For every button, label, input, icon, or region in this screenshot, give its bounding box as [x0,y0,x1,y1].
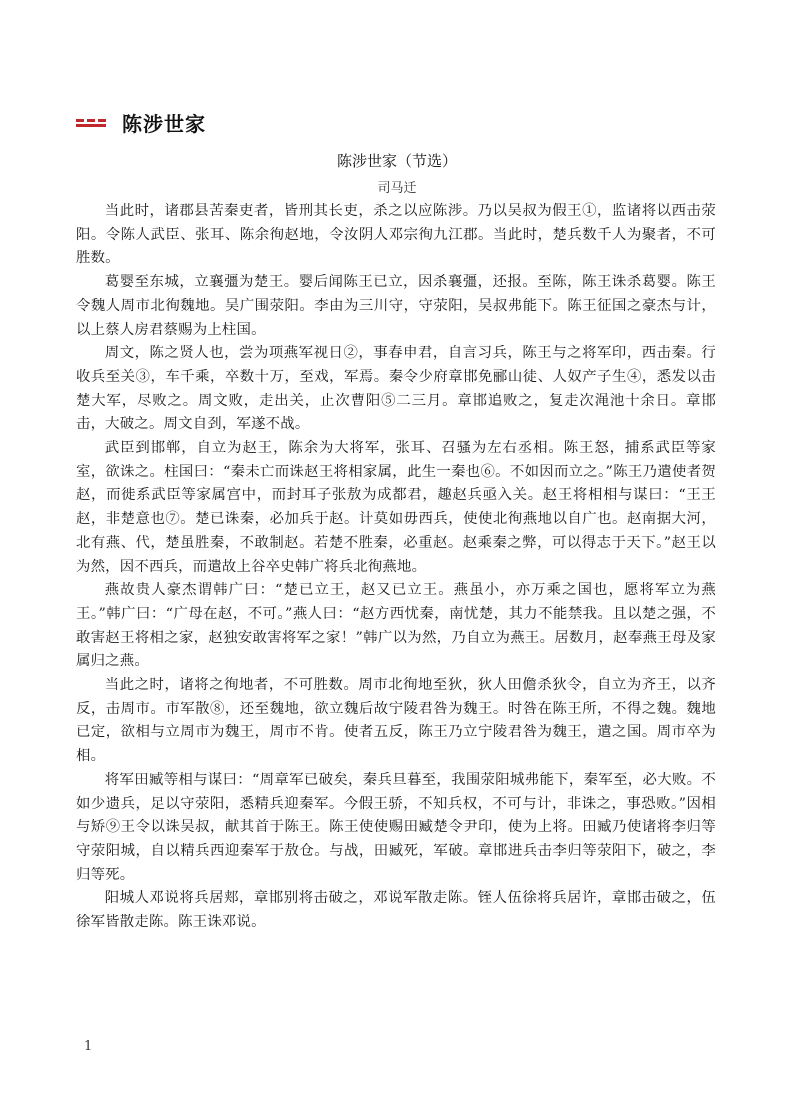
work-title: 陈涉世家（节选） [336,152,457,170]
paragraph: 阳城人邓说将兵居郏，章邯别将击破之，邓说军散走陈。铚人伍徐将兵居许，章邯击破之，伍徐军皆散走陈。陈王诛邓说。 [76,890,716,931]
article-body [76,200,716,935]
paragraph: 周文，陈之贤人也，尝为项燕军视日②，事春申君，自言习兵，陈王与之将军印，西击秦。行收兵至关③，车千乘，卒数十万，至戏，军焉。秦令少府章邯免郦山徒、人奴产子生④，悉发以击楚大军，尽败之。周文败，走出关，止次曹阳⑤二三月。章邯追败之，复走次渑池十余日。章邯击，大破之。周文自刭，军遂不战。 [76,345,716,433]
section-header [76,108,206,137]
paragraph: 燕故贵人豪杰谓韩广曰：“楚已立王，赵又已立王。燕虽小，亦万乘之国也，愿将军立为燕王。”韩广曰：“广母在赵，不可。”燕人曰：“赵方西忧秦，南忧楚，其力不能禁我。且以楚之强，不敢害赵王将相之家，赵独安敢害将军之家！”韩广以为然，乃自立为燕王。居数月，赵奉燕王母及家属归之燕。 [76,582,716,670]
paragraph: 当此之时，诸将之徇地者，不可胜数。周市北徇地至狄，狄人田儋杀狄令，自立为齐王，以齐反，击周市。市军散⑧，还至魏地，欲立魏后故宁陵君咎为魏王。时咎在陈王所，不得之魏。魏地已定，欲相与立周市为魏王，周市不肯。使者五反，陈王乃立宁陵君咎为魏王，遣之国。周市卒为相。 [76,677,716,765]
paragraph: 葛婴至东城，立襄彊为楚王。婴后闻陈王已立，因杀襄彊，还报。至陈，陈王诛杀葛婴。陈王令魏人周市北徇魏地。吴广围荥阳。李由为三川守，守荥阳，吴叔弗能下。陈王征国之豪杰与计，以上蔡人房君蔡赐为上柱国。 [76,274,716,338]
paragraph: 将军田臧等相与谋曰：“周章军已破矣，秦兵旦暮至，我围荥阳城弗能下，秦军至，必大败。不如少遗兵，足以守荥阳，悉精兵迎秦军。今假王骄，不知兵权，不可与计，非诛之，事恐败。”因相与矫⑨王令以诛吴叔，献其首于陈王。陈王使使赐田臧楚令尹印，使为上将。田臧乃使诸将李归等守荥阳城，自以精兵西迎秦军于敖仓。与战，田臧死，军破。章邯进兵击李归等荥阳下，破之，李归等死。 [76,771,716,883]
section-title: 陈涉世家 [122,112,206,136]
red-stripe-logo-icon [76,119,106,127]
paragraph: 当此时，诸郡县苦秦吏者，皆刑其长吏，杀之以应陈涉。乃以吴叔为假王①，监诸将以西击荥阳。令陈人武臣、张耳、陈余徇赵地，令汝阴人邓宗徇九江郡。当此时，楚兵数千人为聚者，不可胜数。 [76,203,716,267]
author-name: 司马迁 [377,181,417,196]
paragraph: 武臣到邯郸，自立为赵王，陈余为大将军，张耳、召骚为左右丞相。陈王怒，捕系武臣等家室，欲诛之。柱国曰：“秦未亡而诛赵王将相家属，此生一秦也⑥。不如因而立之。”陈王乃遣使者贺赵，而徙系武臣等家属宫中，而封耳子张敖为成都君，趣赵兵亟入关。赵王将相相与谋曰：“王王赵，非楚意也⑦。楚已诛秦，必加兵于赵。计莫如毋西兵，使使北徇燕地以自广也。赵南据大河，北有燕、代，楚虽胜秦，不敢制赵。若楚不胜秦，必重赵。赵乘秦之弊，可以得志于天下。”赵王以为然，因不西兵，而遣故上谷卒史韩广将兵北徇燕地。 [76,440,716,575]
page-number: 1 [84,1039,93,1054]
